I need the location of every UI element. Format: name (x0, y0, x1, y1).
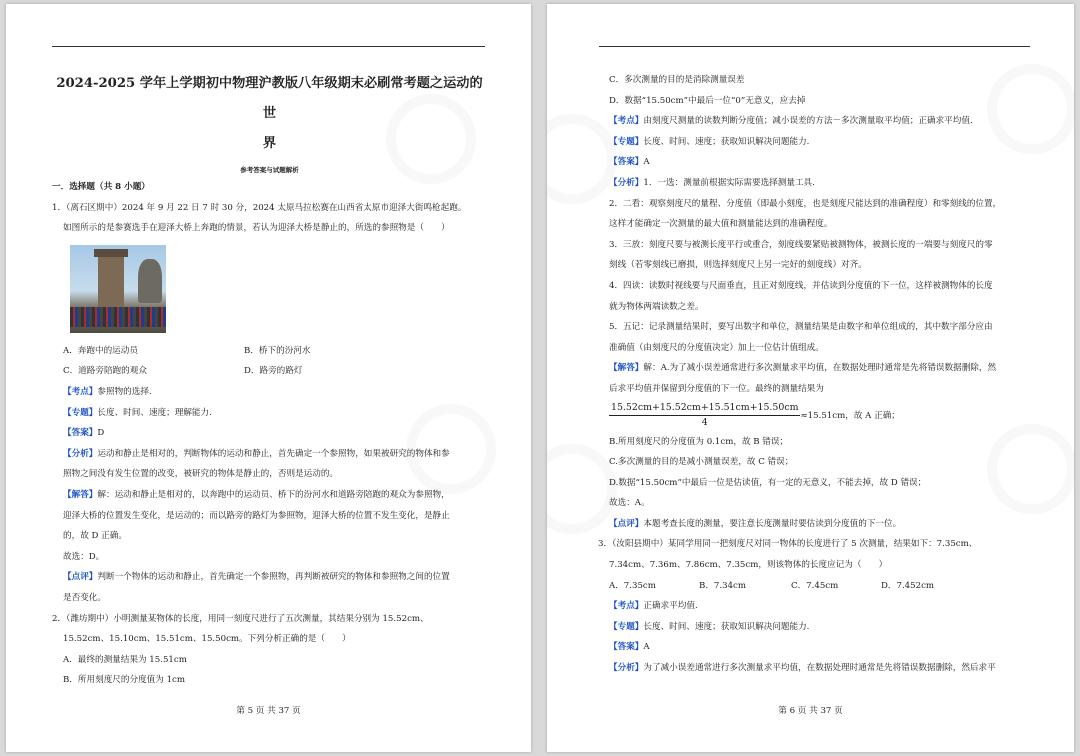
question-stem: 2．（潍坊期中）小明测量某物体的长度，用同一刻度尺进行了五次测量，其结果分别为 15.52cm、 (52, 613, 429, 624)
options-row (609, 576, 1030, 597)
analysis-line: 刻线（若零刻线已磨损，则选择刻度尺上另一完好的刻度线）对齐。 (609, 260, 867, 271)
header-rule (599, 46, 1030, 47)
analysis-line: 【分析】为了减小误差通常进行多次测量求平均值，在数据处理时通常是先将错误数据删除，然后求平 (609, 663, 996, 674)
kaodian-line: 【考点】由刻度尺测量的读数判断分度值；减小误差的方法－多次测量取平均值；正确求平均值. (609, 116, 973, 127)
zhuanti-line: 【专题】长度、时间、速度；获取知识解决问题能力. (609, 621, 810, 632)
answer-line: 【答案】A (609, 642, 650, 653)
analysis-line: 5．五记：记录测量结果时，要写出数字和单位，测量结果是由数字和单位组成的，其中数字部分应由 (609, 322, 993, 333)
zhuanti-line: 【专题】长度、时间、速度；获取知识解决问题能力. (609, 136, 810, 147)
option-b: B．7.34cm (699, 580, 747, 591)
question-stem: 7.34cm、7.36m、7.86cm、7.35cm，则该物体的长度应记为（ ） (609, 560, 888, 571)
answer-line: 【答案】A (609, 157, 650, 168)
page-footer: 第 6 页 共 37 页 (778, 706, 843, 716)
formula-line: $\frac{15.52cm+15.52cm+15.51cm+15.50cm}{4}$ ≈15.51cm，故 A 正确； (611, 401, 900, 428)
solution-line: 的，故 D 正确。 (63, 531, 127, 542)
analysis-line: 【分析】运动和静止是相对的，判断物体的运动和静止，首先确定一个参照物，如果被研究的物体和参 (63, 448, 450, 459)
analysis-line: 准确值（由刻度尺的分度值决定）加上一位估计值组成。 (609, 342, 824, 353)
kaodian-line: 【考点】正确求平均值. (609, 601, 698, 612)
page-footer: 第 5 页 共 37 页 (236, 706, 301, 716)
analysis-line: 4．四读：读数时视线要与尺面垂直，且正对刻度线，并估读到分度值的下一位，这样被测物体的长度 (609, 280, 993, 291)
average-fraction: $\frac{15.52cm+15.52cm+15.51cm+15.50cm}{4}$ (611, 401, 799, 428)
solution-line: 【解答】解：A.为了减小误差通常进行多次测量求平均值，在数据处理时通常是先将错误数据删除，然 (609, 363, 997, 374)
solution-line: C.多次测量的目的是减小测量误差，故 C 错误； (609, 457, 794, 468)
choice-line: 故选：A。 (609, 498, 650, 509)
document-page-5 (6, 4, 531, 752)
option-c: C．道路旁陪跑的观众 (63, 366, 147, 377)
analysis-line: 【分析】1．一选：测量前根据实际需要选择测量工具. (609, 177, 815, 188)
option-c: C．多次测量的目的是消除测量误差 (609, 75, 745, 85)
option-d: D．数据“15.50cm”中最后一位“0”无意义，应去掉 (609, 95, 806, 106)
watermark-seal (547, 444, 617, 534)
comment-line: 是否变化。 (63, 592, 106, 603)
solution-line: 【解答】解：运动和静止是相对的，以奔跑中的运动员、桥下的汾河水和道路旁陪跑的观众为参照物， (63, 489, 450, 500)
options-row (52, 341, 487, 362)
option-b: B．所用刻度尺的分度值为 1cm (63, 675, 186, 686)
analysis-line: 照物之间没有发生位置的改变，被研究的物体是静止的，否则是运动的。 (63, 469, 339, 480)
solution-line: 后求平均值并保留到分度值的下一位。最终的测量结果为 (609, 383, 824, 394)
document-subtitle: 参考答案与试题解析 (240, 166, 299, 174)
option-a: A．7.35cm (609, 580, 656, 591)
option-c: C．7.45cm (791, 580, 839, 591)
marathon-photo (70, 245, 166, 333)
option-d: D．7.452cm (881, 580, 935, 591)
analysis-line: 3．三放：刻度尺要与被测长度平行或重合，刻度线要紧贴被测物体，被测长度的一端要与刻度尺的零 (609, 239, 993, 250)
option-b: B．桥下的汾河水 (244, 345, 311, 356)
answer-line: 【答案】D (63, 428, 105, 439)
question-stem: 1．（离石区期中）2024 年 9 月 22 日 7 时 30 分，2024 太原马拉松赛在山西省太原市迎泽大街鸣枪起跑。 (52, 202, 467, 213)
zhuanti-line: 【专题】长度、时间、速度；理解能力. (63, 407, 212, 418)
tree-shape (138, 259, 162, 303)
solution-line: B.所用刻度尺的分度值为 0.1cm，故 B 错误； (609, 436, 789, 447)
analysis-line: 2．二看：观察刻度尺的量程、分度值（即最小刻度，也是刻度尺能达到的准确程度）和零刻线的位置， (609, 198, 1002, 209)
option-a: A．奔跑中的运动员 (63, 345, 138, 356)
watermark-seal (547, 114, 617, 204)
option-d: D．路旁的路灯 (244, 366, 303, 377)
options-row (52, 361, 487, 382)
page-content (52, 66, 487, 691)
question-stem: 15.52cm、15.10cm、15.51cm、15.50cm。下列分析正确的是（ ） (63, 634, 351, 645)
question-stem: 如图所示的是参赛选手在迎泽大桥上奔跑的情景，若认为迎泽大桥是静止的，所选的参照物是（ ） (63, 223, 450, 234)
choice-line: 故选：D。 (63, 551, 105, 562)
section-heading: 一．选择题（共 8 小题） (52, 182, 150, 192)
question-stem: 3．（汝阳县期中）某同学用同一把刻度尺对同一物体的长度进行了 5 次测量，结果如下：7.35cm、 (598, 539, 978, 550)
tower-shape (98, 253, 124, 311)
analysis-line: 就为物体两端读数之差。 (609, 301, 704, 312)
kaodian-line: 【考点】参照物的选择. (63, 386, 152, 397)
comment-line: 【点评】本题考查长度的测量，要注意长度测量时要估读到分度值的下一位。 (609, 518, 902, 529)
page-content (598, 70, 1030, 679)
runners-shape (70, 307, 166, 327)
solution-line: D.数据“15.50cm”中最后一位是估读值，有一定的无意义，不能去掉，故 D 错误； (609, 477, 927, 488)
analysis-line: 这样才能确定一次测量的最大值和测量能达到的准确程度。 (609, 219, 833, 230)
option-a: A．最终的测量结果为 15.51cm (63, 654, 187, 665)
solution-line: 迎泽大桥的位置发生变化，是运动的；而以路旁的路灯为参照物，迎泽大桥的位置不发生变化，是静止 (63, 510, 450, 521)
header-rule (52, 46, 485, 47)
document-title: 2024-2025 学年上学期初中物理沪教版八年级期末必刷常考题之运动的世 界 (56, 76, 483, 151)
comment-line: 【点评】判断一个物体的运动和静止，首先确定一个参照物，再判断被研究的物体和参照物之间的位置 (63, 572, 450, 583)
document-page-6 (547, 4, 1074, 752)
